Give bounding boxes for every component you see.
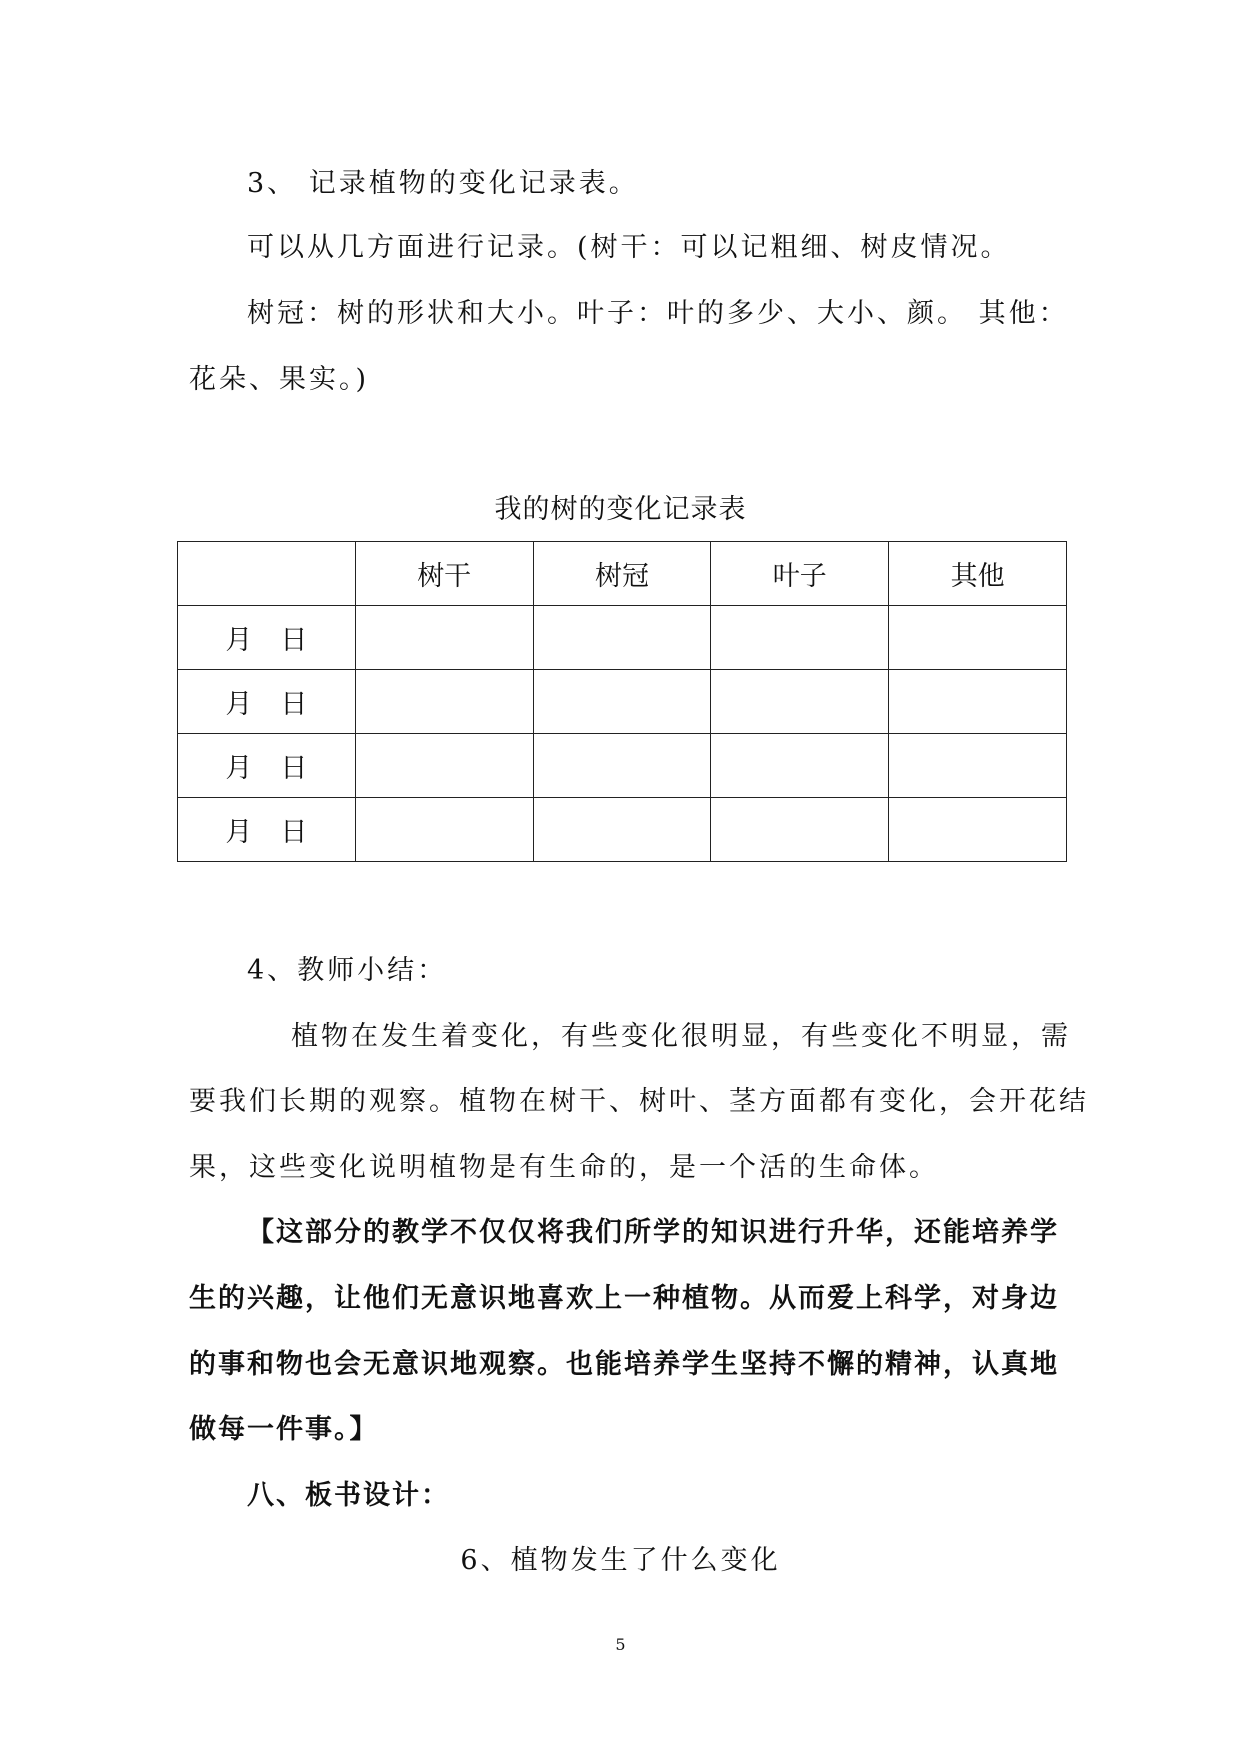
- table-cell: [711, 798, 889, 862]
- table-cell: [355, 798, 533, 862]
- header-cell-blank: [178, 542, 356, 606]
- table-row: [178, 734, 1067, 798]
- table-cell: [533, 798, 711, 862]
- board-design-title: 6、植物发生了什么变化: [460, 1545, 781, 1576]
- section4-paragraph-line3: 果，这些变化说明植物是有生命的，是一个活的生命体。: [189, 1152, 939, 1183]
- table-cell: [533, 606, 711, 670]
- note-line1: 【这部分的教学不仅仅将我们所学的知识进行升华，还能培养学: [247, 1217, 1059, 1248]
- table-title: 我的树的变化记录表: [494, 494, 747, 525]
- note-line4: 做每一件事。】: [189, 1414, 379, 1445]
- table-row: [178, 798, 1067, 862]
- table-cell: [889, 606, 1067, 670]
- table-cell: [533, 734, 711, 798]
- date-cell: 月 日: [178, 670, 356, 734]
- section3-line1: 可以从几方面进行记录。(树干：可以记粗细、树皮情况。: [247, 232, 1011, 263]
- section3-line3: 花朵、果实。): [189, 364, 370, 395]
- table-row: [178, 670, 1067, 734]
- date-cell: 月 日: [178, 734, 356, 798]
- table-cell: [355, 606, 533, 670]
- note-line3: 的事和物也会无意识地观察。也能培养学生坚持不懈的精神，认真地: [189, 1349, 1059, 1380]
- header-cell-trunk: 树干: [355, 542, 533, 606]
- table-cell: [711, 670, 889, 734]
- date-cell: 月 日: [178, 798, 356, 862]
- section4-paragraph-line1: 植物在发生着变化，有些变化很明显，有些变化不明显，需: [291, 1021, 1071, 1052]
- table-cell: [711, 606, 889, 670]
- table-cell: [355, 670, 533, 734]
- table-row: [178, 606, 1067, 670]
- header-cell-leaves: 叶子: [711, 542, 889, 606]
- date-cell: 月 日: [178, 606, 356, 670]
- note-line2: 生的兴趣，让他们无意识地喜欢上一种植物。从而爱上科学，对身边: [189, 1283, 1059, 1314]
- record-table: [177, 541, 1067, 862]
- table-cell: [711, 734, 889, 798]
- section8-heading: 八、板书设计：: [247, 1480, 450, 1511]
- section4-heading: 4、教师小结：: [247, 955, 448, 986]
- table-cell: [889, 734, 1067, 798]
- table-cell: [889, 670, 1067, 734]
- table-header-row: [178, 542, 1067, 606]
- table-cell: [889, 798, 1067, 862]
- section4-paragraph-line2: 要我们长期的观察。植物在树干、树叶、茎方面都有变化，会开花结: [189, 1086, 1089, 1117]
- header-cell-crown: 树冠: [533, 542, 711, 606]
- header-cell-other: 其他: [889, 542, 1067, 606]
- section3-line2: 树冠：树的形状和大小。叶子：叶的多少、大小、颜。 其他：: [247, 298, 1069, 329]
- page-number: 5: [615, 1635, 626, 1654]
- table-cell: [533, 670, 711, 734]
- section3-heading: 3、 记录植物的变化记录表。: [247, 168, 639, 199]
- table-cell: [355, 734, 533, 798]
